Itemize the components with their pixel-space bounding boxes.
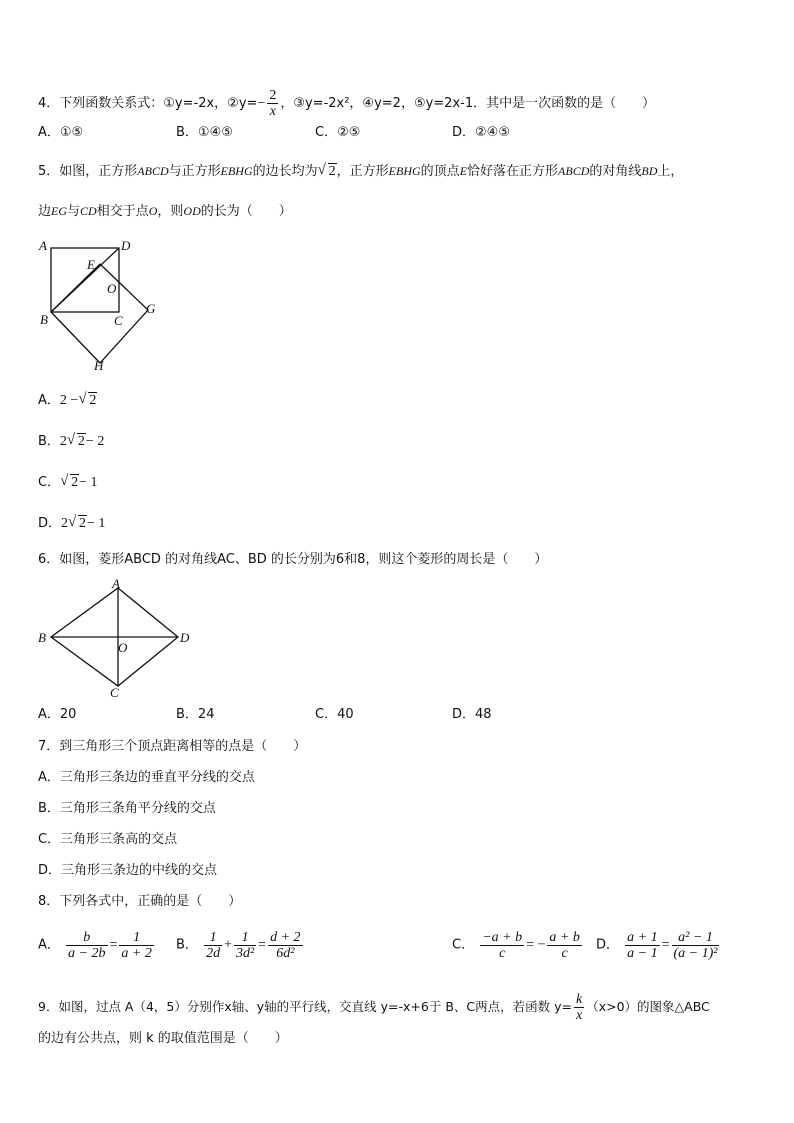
q6-option-c[interactable]: C．40: [315, 707, 354, 722]
q6-figure: [34, 576, 199, 700]
q5-sqrt2: √ 2: [318, 163, 337, 181]
q5-ebhg: EBHG: [220, 164, 253, 178]
q7-option-d[interactable]: D．三角形三条边的中线的交点: [38, 863, 218, 878]
label-c: C: [110, 685, 119, 700]
q4-frac-num: 2: [269, 88, 277, 103]
q6-option-d[interactable]: D．48: [452, 707, 492, 722]
q7-option-a[interactable]: A．三角形三条边的垂直平分线的交点: [38, 770, 255, 785]
q9-fraction: $\frac{k}{x}$: [575, 992, 583, 1023]
q5-text: 与: [67, 204, 81, 219]
square-ebhg: [51, 264, 148, 363]
q4-option-c[interactable]: C．②⑤: [315, 125, 361, 140]
label-a: A: [112, 576, 120, 591]
q5-option-c[interactable]: C．√ 2− 1: [38, 474, 97, 492]
label-o: O: [118, 640, 128, 655]
q4-option-d[interactable]: D．②④⑤: [452, 125, 510, 140]
q8-option-b[interactable]: B． $\frac{1}{2d}$ + $\frac{1}{\text{3d²}}$ = $\frac{d + 2}{\text{6d²}}$: [176, 930, 301, 961]
q5-text: 的顶点: [420, 164, 460, 179]
q4-suffix: ，③y=-2x²，④y=2，⑤y=2x-1．其中是一次函数的是（ ）: [280, 96, 656, 111]
label-h: H: [94, 358, 104, 371]
q4-prefix: 4．下列函数关系式：①y=-2x，②y=: [38, 96, 258, 111]
q5-e: E: [459, 164, 468, 178]
q5-figure: [34, 236, 169, 371]
q5-text: 的对角线: [589, 164, 642, 179]
q6-option-b[interactable]: B．24: [176, 707, 215, 722]
label-d: D: [121, 238, 131, 253]
label-c: C: [114, 313, 123, 328]
q5-cd: CD: [80, 204, 97, 218]
q7-option-b[interactable]: B．三角形三条角平分线的交点: [38, 801, 216, 816]
q5-stem-line2: [38, 202, 292, 221]
q5-option-d[interactable]: D．2√ 2− 1: [38, 515, 105, 533]
q4-option-b[interactable]: B．①④⑤: [176, 125, 233, 140]
q5-text: 的边长均为: [252, 164, 318, 179]
q5-option-a[interactable]: A．2 −√ 2: [38, 392, 97, 410]
q5-text: 恰好落在正方形: [467, 164, 559, 179]
q5-abcd: ABCD: [558, 164, 590, 178]
q5-od: OD: [183, 204, 201, 218]
q5-text: 的长为（ ）: [200, 204, 292, 219]
q5-text: 边: [38, 204, 52, 219]
q8-option-a[interactable]: A． $\frac{b}{a - 2b}$ = $\frac{1}{a + 2}$: [38, 930, 152, 961]
q5-text: 上，: [657, 164, 684, 179]
label-d: D: [180, 630, 190, 645]
label-b: B: [40, 312, 48, 327]
label-a: A: [39, 238, 47, 253]
q5-bd: BD: [641, 164, 658, 178]
q8-option-d[interactable]: D． $\frac{a + 1}{a - 1}$ = $\frac{\text{a² − 1}}{\text{(a − 1)²}}$: [596, 930, 718, 961]
label-b: B: [38, 630, 46, 645]
q8-option-c[interactable]: C． $\frac{-a + b}{c}$ = − $\frac{a + b}{c}$: [452, 930, 580, 961]
q5-text: ，则: [157, 204, 184, 219]
q9-stem-line2: 的边有公共点，则 k 的取值范围是（ ）: [38, 1031, 288, 1046]
q8-stem: 8．下列各式中，正确的是（ ）: [38, 894, 242, 909]
q5-eg: EG: [51, 204, 68, 218]
label-o: O: [107, 281, 117, 296]
label-e: E: [87, 257, 95, 272]
q6-option-a[interactable]: A．20: [38, 707, 77, 722]
q5-o: O: [148, 204, 158, 218]
q5-text: 与正方形: [168, 164, 221, 179]
label-g: G: [146, 301, 156, 316]
q7-stem: 7．到三角形三个顶点距离相等的点是（ ）: [38, 739, 307, 754]
q5-text: 相交于点: [96, 204, 149, 219]
q5-text: ，正方形: [336, 164, 389, 179]
q5-stem-line1: [38, 162, 683, 181]
q4-frac-den: x: [269, 104, 276, 119]
q5-ebhg: EBHG: [388, 164, 421, 178]
q4-stem: 4．下列函数关系式：①y=-2x，②y=− $\frac{2}{x}$ ，③y=-2x²，④y=2，⑤y=2x-1．其中是一次函数的是（ ）: [38, 88, 656, 119]
q5-text: 5．如图，正方形: [38, 164, 138, 179]
q4-fraction: [267, 88, 278, 119]
q6-stem: 6．如图，菱形ABCD 的对角线AC、BD 的长分别为6和8，则这个菱形的周长是（ ）: [38, 552, 548, 567]
q5-abcd: ABCD: [137, 164, 169, 178]
q9-text: （x>0）的图象△ABC: [586, 999, 710, 1014]
q5-option-b[interactable]: B．2√ 2− 2: [38, 433, 104, 451]
q4-option-a[interactable]: A．①⑤: [38, 125, 84, 140]
q7-option-c[interactable]: C．三角形三条高的交点: [38, 832, 178, 847]
q9-text: 9．如图，过点 A（4，5）分别作x轴、y轴的平行线，交直线 y=-x+6于 B、C两点，若函数 y=: [38, 999, 572, 1014]
q9-stem-line1: [38, 992, 710, 1023]
